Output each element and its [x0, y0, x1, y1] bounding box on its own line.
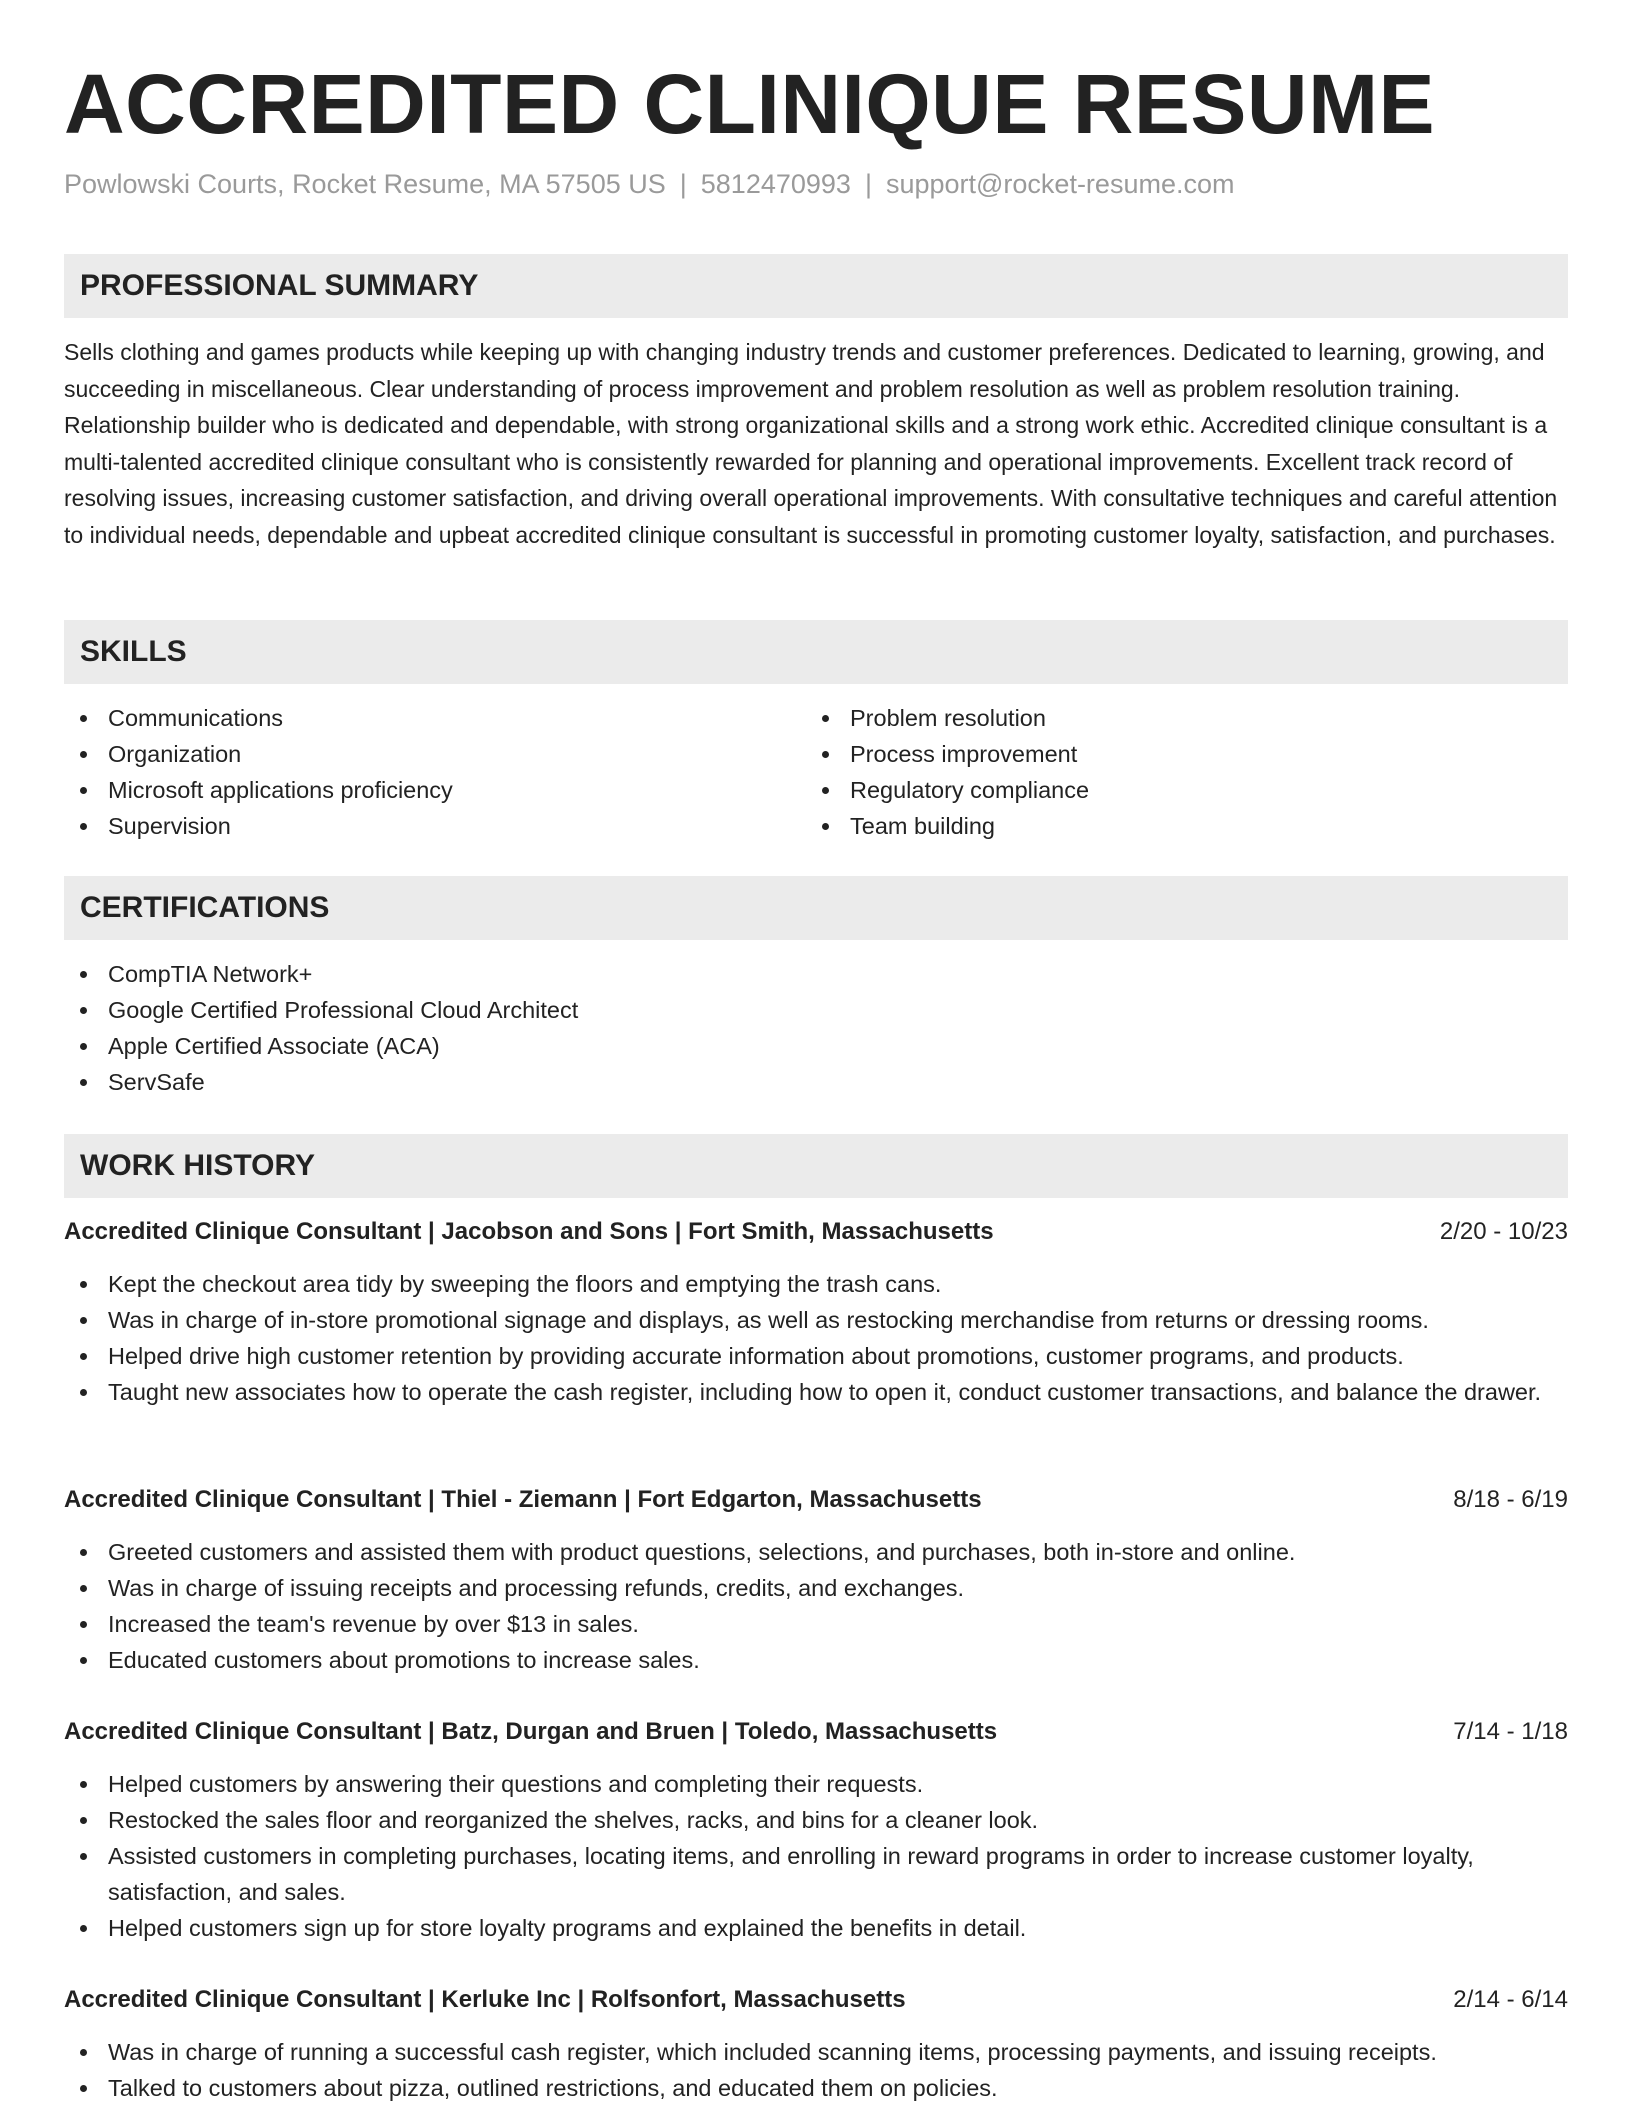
job-bullet: Taught new associates how to operate the cash register, including how to open it, conduct customer transactions, and balance the drawer. — [64, 1374, 1568, 1410]
skills-list-right — [806, 700, 1546, 844]
job-bullets — [64, 1766, 1568, 1946]
job-bullet: Helped customers sign up for store loyalty programs and explained the benefits in detail. — [64, 1910, 1568, 1946]
job-title: Accredited Clinique Consultant | Thiel - Ziemann | Fort Edgarton, Massachusetts — [64, 1486, 982, 1513]
job-header — [64, 1480, 1568, 1520]
certification-item: CompTIA Network+ — [64, 956, 1568, 992]
skill-item: Team building — [806, 808, 1546, 844]
section-header-summary — [64, 254, 1568, 318]
job-bullet: Helped drive high customer retention by providing accurate information about promotions, customer programs, and products. — [64, 1338, 1568, 1374]
job-bullet: Restocked the sales floor and reorganized the shelves, racks, and bins for a cleaner look. — [64, 1802, 1568, 1838]
job-bullet: Assisted customers in completing purchases, locating items, and enrolling in reward programs in order to increase customer loyalty, satisfaction, and sales. — [64, 1838, 1568, 1910]
job-bullet: Educated customers about promotions to increase sales. — [64, 1642, 1568, 1678]
contact-address: Powlowski Courts, Rocket Resume, MA 57505 US — [64, 169, 666, 199]
skill-item: Supervision — [64, 808, 804, 844]
job-header — [64, 1980, 1568, 2020]
job-header — [64, 1712, 1568, 1752]
job-bullet: Was in charge of issuing receipts and processing refunds, credits, and exchanges. — [64, 1570, 1568, 1606]
contact-separator: | — [679, 169, 687, 199]
section-title: PROFESSIONAL SUMMARY — [80, 269, 479, 302]
job-dates: 8/18 - 6/19 — [1453, 1486, 1568, 1513]
job-dates: 7/14 - 1/18 — [1453, 1718, 1568, 1745]
section-title: SKILLS — [80, 635, 187, 668]
section-title: CERTIFICATIONS — [80, 891, 330, 924]
resume-title: ACCREDITED CLINIQUE RESUME — [64, 57, 1436, 151]
job-bullet: Was in charge of in-store promotional signage and displays, as well as restocking merchandise from returns or dressing rooms. — [64, 1302, 1568, 1338]
skill-item: Organization — [64, 736, 804, 772]
job-bullet: Greeted customers and assisted them with product questions, selections, and purchases, both in-store and online. — [64, 1534, 1568, 1570]
certification-item: Apple Certified Associate (ACA) — [64, 1028, 1568, 1064]
certification-item: ServSafe — [64, 1064, 1568, 1100]
summary-text: Sells clothing and games products while keeping up with changing industry trends and customer preferences. Dedicated to learning, growing, and succeeding in miscellaneous. Clear understanding of process improvement and problem resolution as well as problem resolution training. Relationship builder who is dedicated and dependable, with strong organizational skills and a strong work ethic. Accredited clinique consultant is a multi-talented accredited clinique consultant who is consistently rewarded for planning and operational improvements. Excellent track record of resolving issues, increasing customer satisfaction, and driving overall operational improvements. With consultative techniques and careful attention to individual needs, dependable and upbeat accredited clinique consultant is successful in promoting customer loyalty, satisfaction, and purchases. — [64, 339, 1558, 548]
job-title: Accredited Clinique Consultant | Batz, Durgan and Bruen | Toledo, Massachusetts — [64, 1718, 998, 1745]
skill-item: Microsoft applications proficiency — [64, 772, 804, 808]
section-header-certifications — [64, 876, 1568, 940]
job-bullet: Increased the team's revenue by over $13 in sales. — [64, 1606, 1568, 1642]
job-dates: 2/14 - 6/14 — [1453, 1986, 1568, 2013]
job-header — [64, 1212, 1568, 1252]
job-bullets — [64, 1534, 1568, 1678]
section-header-work-history — [64, 1134, 1568, 1198]
job-bullet: Was in charge of running a successful cash register, which included scanning items, processing payments, and issuing receipts. — [64, 2034, 1568, 2070]
job-bullet: Talked to customers about pizza, outlined restrictions, and educated them on policies. — [64, 2070, 1568, 2106]
certification-item: Google Certified Professional Cloud Architect — [64, 992, 1568, 1028]
contact-email: support@rocket-resume.com — [885, 169, 1235, 199]
contact-phone: 5812470993 — [700, 169, 851, 199]
skill-item: Communications — [64, 700, 804, 736]
job-bullet: Helped customers by answering their questions and completing their requests. — [64, 1766, 1568, 1802]
skills-list-left — [64, 700, 804, 844]
job-title: Accredited Clinique Consultant | Jacobson and Sons | Fort Smith, Massachusetts — [64, 1218, 994, 1245]
job-dates: 2/20 - 10/23 — [1439, 1218, 1568, 1245]
contact-separator: | — [864, 169, 872, 199]
skill-item: Regulatory compliance — [806, 772, 1546, 808]
section-header-skills — [64, 620, 1568, 684]
certifications-list — [64, 956, 1568, 1100]
contact-line — [64, 164, 1234, 204]
section-title: WORK HISTORY — [80, 1149, 316, 1182]
skill-item: Problem resolution — [806, 700, 1546, 736]
job-title: Accredited Clinique Consultant | Kerluke Inc | Rolfsonfort, Massachusetts — [64, 1986, 906, 2013]
job-bullets — [64, 2034, 1568, 2106]
skill-item: Process improvement — [806, 736, 1546, 772]
job-bullet: Kept the checkout area tidy by sweeping the floors and emptying the trash cans. — [64, 1266, 1568, 1302]
job-bullets — [64, 1266, 1568, 1410]
